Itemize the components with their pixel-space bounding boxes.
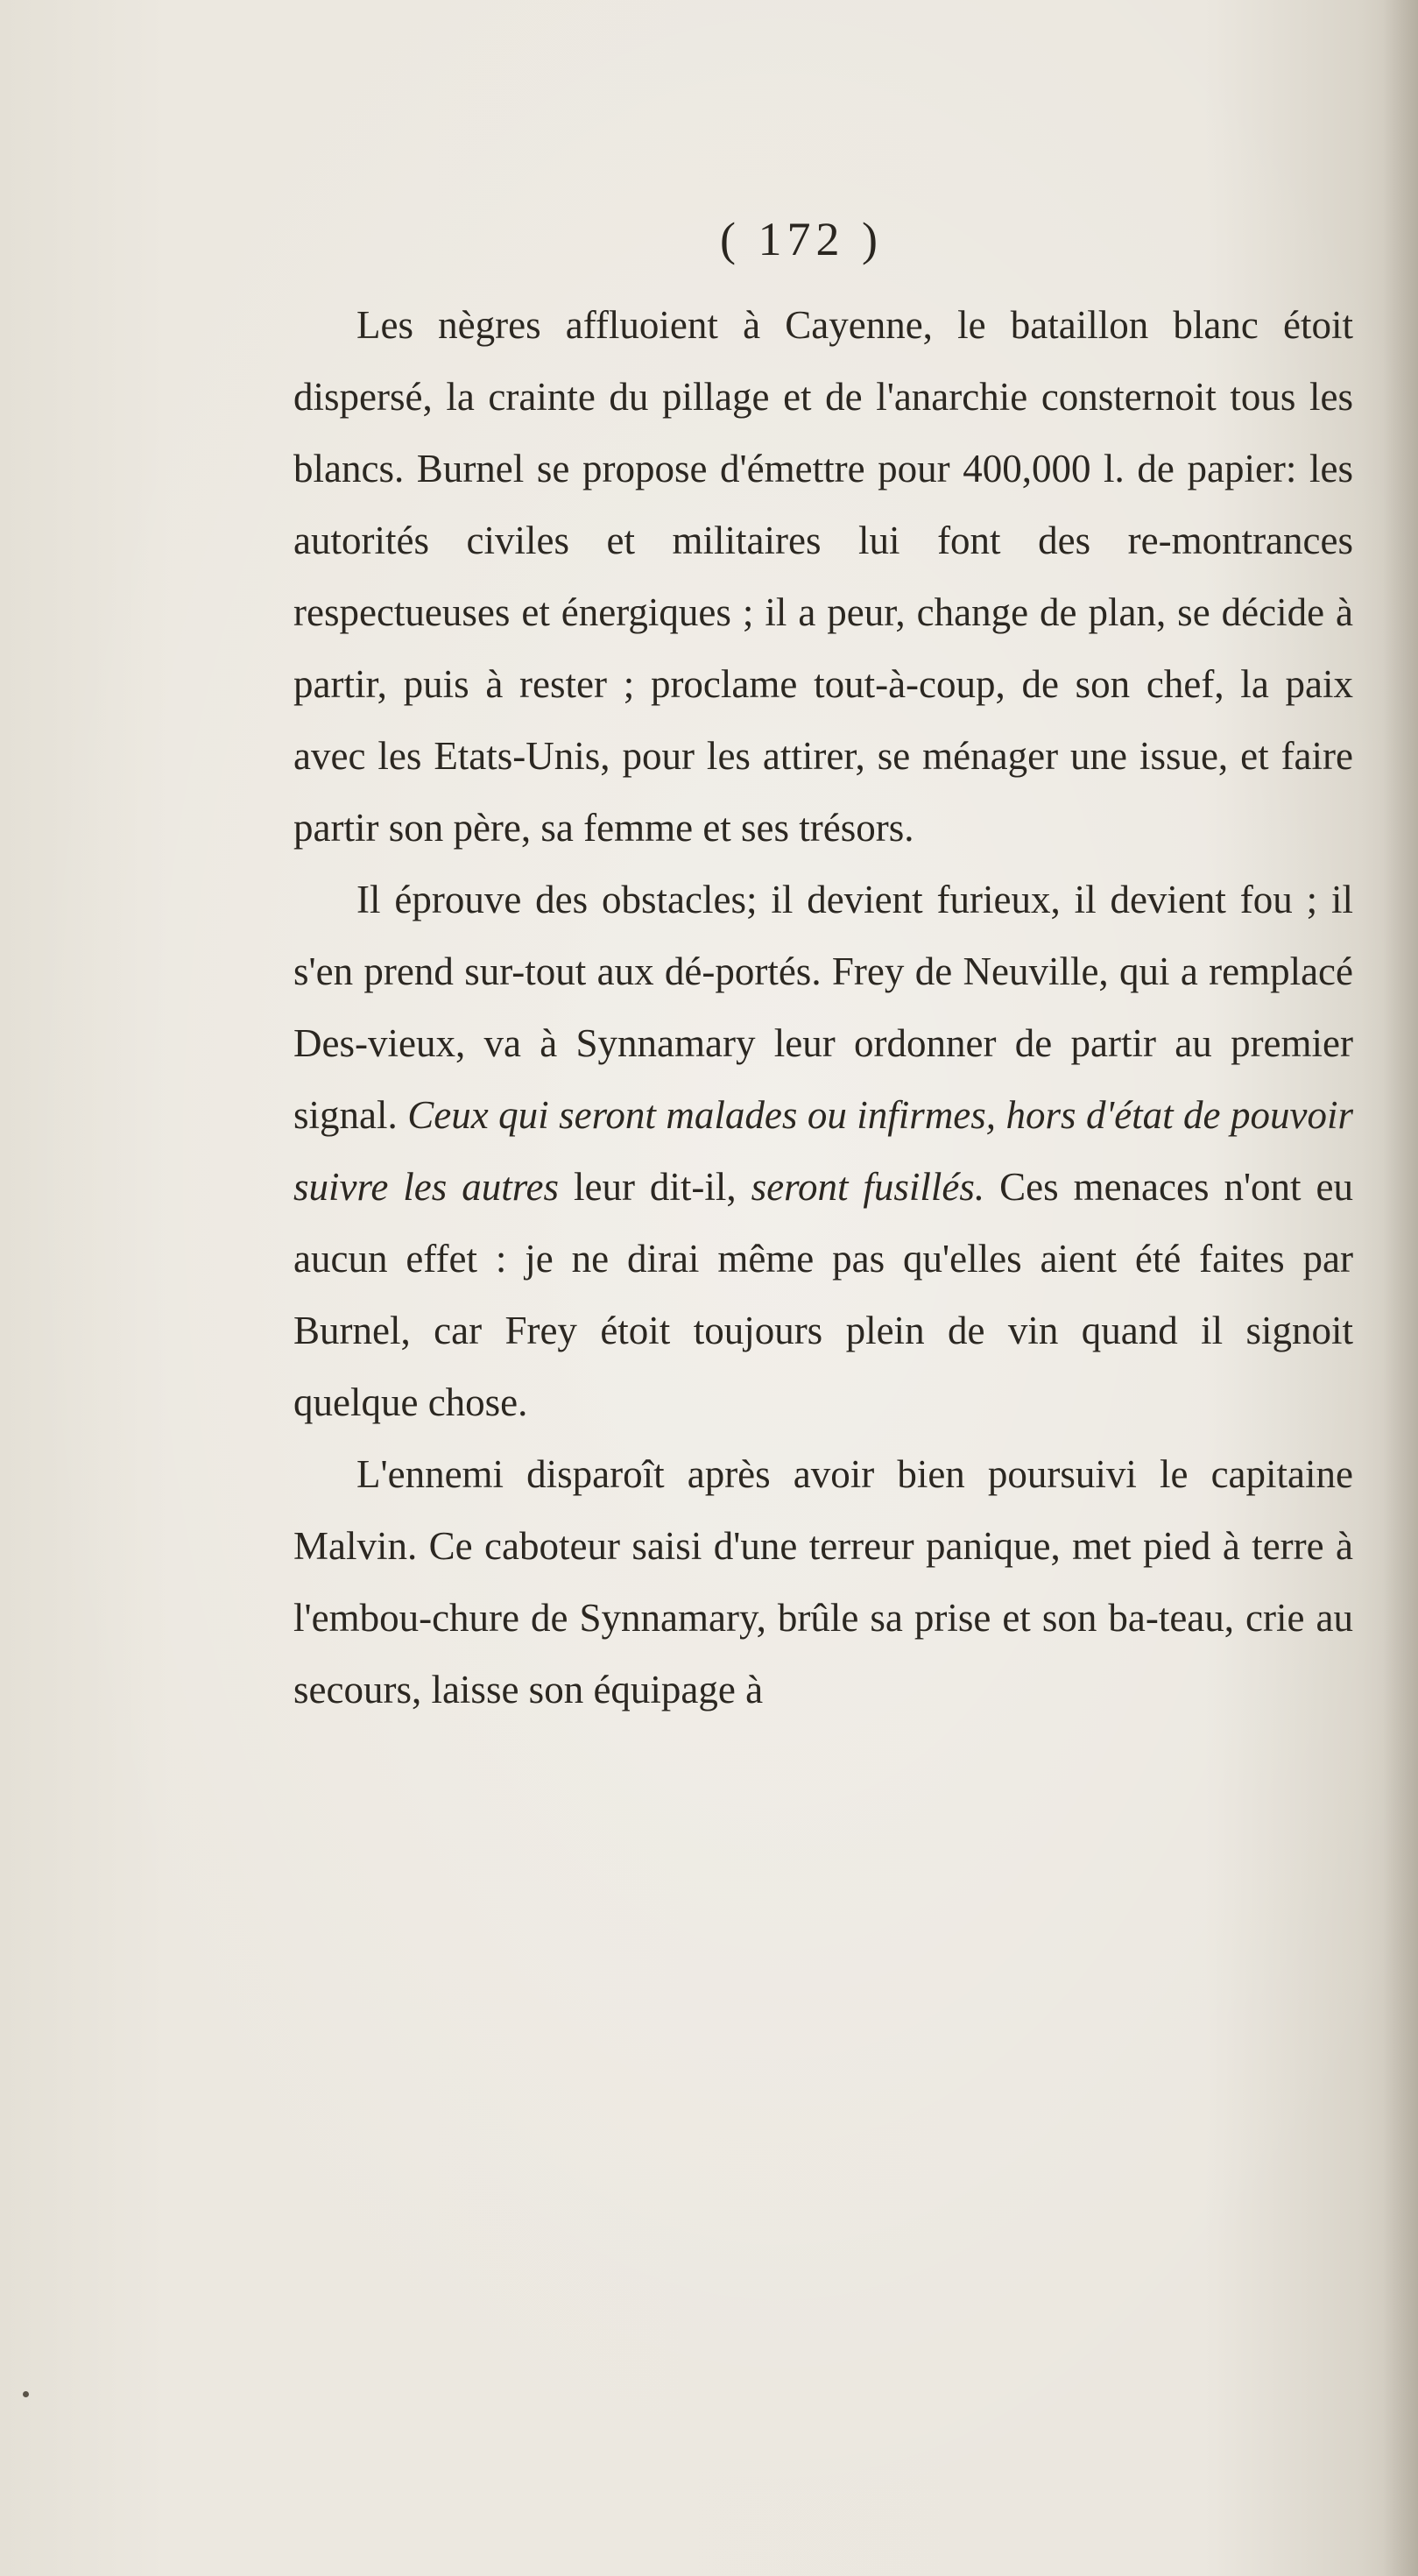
text-segment: leur dit-il,: [559, 1165, 751, 1209]
page-number: ( 172 ): [720, 213, 883, 265]
paragraph-1: [293, 289, 1353, 864]
paragraph-2: [293, 864, 1353, 1438]
italic-quote: seront fusillés.: [751, 1165, 985, 1209]
text-segment: L'ennemi disparoît après avoir bien poursuivi le capitaine Malvin. Ce caboteur saisi d'une terreur panique, met pied à terre à l'embou-chure de Synnamary, brûle sa prise et son ba-teau, crie au secours, laisse son équipage à: [293, 1452, 1353, 1711]
text-segment: Il éprouve des obstacles; il devient furieux, il devient fou ; il s'en prend sur-tout aux dé-portés. Frey de Neuville, qui a remplacé Des-vieux, va à Synnamary leur ordonner de partir au premier signal.: [293, 878, 1353, 1137]
italic-quote: Ceux qui seront malades ou infirmes, hors d'état de pouvoir suivre les autres: [293, 1093, 1353, 1209]
body-text: [293, 289, 1353, 1726]
page-edge-shadow: [1383, 0, 1418, 2576]
paragraph-3: [293, 1438, 1353, 1726]
text-segment: Ces menaces n'ont eu aucun effet : je ne dirai même pas qu'elles aient été faites par Burnel, car Frey étoit toujours plein de vin quand il signoit quelque chose.: [293, 1165, 1353, 1424]
text-segment: Les nègres affluoient à Cayenne, le bataillon blanc étoit dispersé, la crainte du pillage et de l'anarchie consternoit tous les blancs. Burnel se propose d'émettre pour 400,000 l. de papier: les autorités civiles et militaires lui font des re-montrances respectueuses et énergiques ; il a peur, change de plan, se décide à partir, puis à rester ; proclame tout-à-coup, de son chef, la paix avec les Etats-Unis, pour les attirer, se ménager une issue, et faire partir son père, sa femme et ses trésors.: [293, 303, 1353, 850]
ink-speck: [23, 2391, 29, 2397]
